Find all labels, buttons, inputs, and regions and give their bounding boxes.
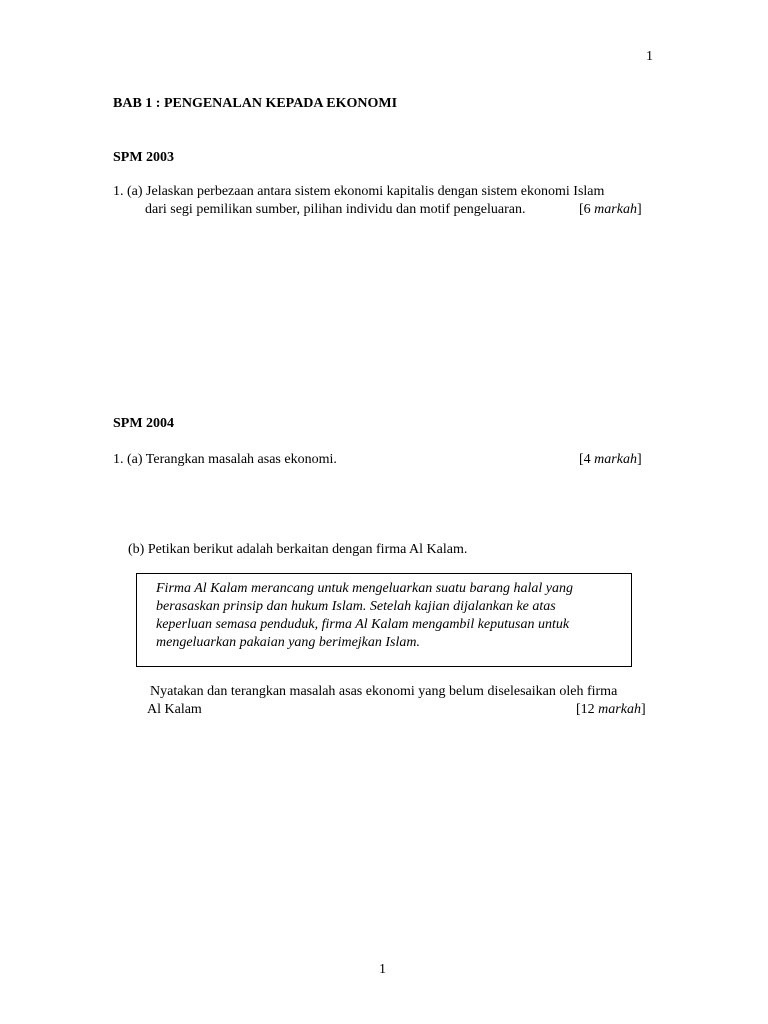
section-heading-spm-2004: SPM 2004 [113, 416, 175, 431]
marks-word: markah [598, 702, 641, 717]
page-number-bottom: 1 [379, 962, 386, 977]
question-1a-text-line-1: 1. (a) Jelaskan perbezaan antara sistem ekonomi kapitalis dengan sistem ekonomi Islam [113, 184, 605, 199]
marks-close: ] [636, 202, 642, 217]
marks-close: ] [640, 702, 646, 717]
marks-word: markah [594, 452, 637, 467]
question-2004-1b-marks [576, 701, 646, 719]
excerpt-line: mengeluarkan pakaian yang berimejkan Islam. [156, 635, 420, 650]
question-1a-marks [579, 201, 642, 219]
question-2004-1b-task-line-1: Nyatakan dan terangkan masalah asas ekonomi yang belum diselesaikan oleh firma [150, 684, 618, 699]
excerpt-line: Firma Al Kalam merancang untuk mengeluarkan suatu barang halal yang [156, 581, 573, 596]
excerpt-box [136, 573, 632, 667]
question-1a-text-line-2: dari segi pemilikan sumber, pilihan individu dan motif pengeluaran. [145, 202, 526, 217]
marks-close: ] [636, 452, 642, 467]
marks-open: [12 [576, 702, 599, 717]
section-heading-spm-2003: SPM 2003 [113, 150, 175, 165]
question-2004-1b-intro: (b) Petikan berikut adalah berkaitan dengan firma Al Kalam. [128, 542, 468, 557]
excerpt-line: berasaskan prinsip dan hukum Islam. Setelah kajian dijalankan ke atas [156, 599, 556, 614]
excerpt-line: keperluan semasa penduduk, firma Al Kalam mengambil keputusan untuk [156, 617, 570, 632]
marks-open: [6 [579, 202, 595, 217]
question-2004-1b-task-line-2: Al Kalam [147, 702, 202, 717]
question-2004-1a-text: 1. (a) Terangkan masalah asas ekonomi. [113, 452, 337, 467]
page-number-top: 1 [646, 49, 653, 64]
marks-word: markah [594, 202, 637, 217]
marks-open: [4 [579, 452, 595, 467]
chapter-title: BAB 1 : PENGENALAN KEPADA EKONOMI [113, 96, 398, 111]
question-2004-1a-marks [579, 451, 642, 469]
